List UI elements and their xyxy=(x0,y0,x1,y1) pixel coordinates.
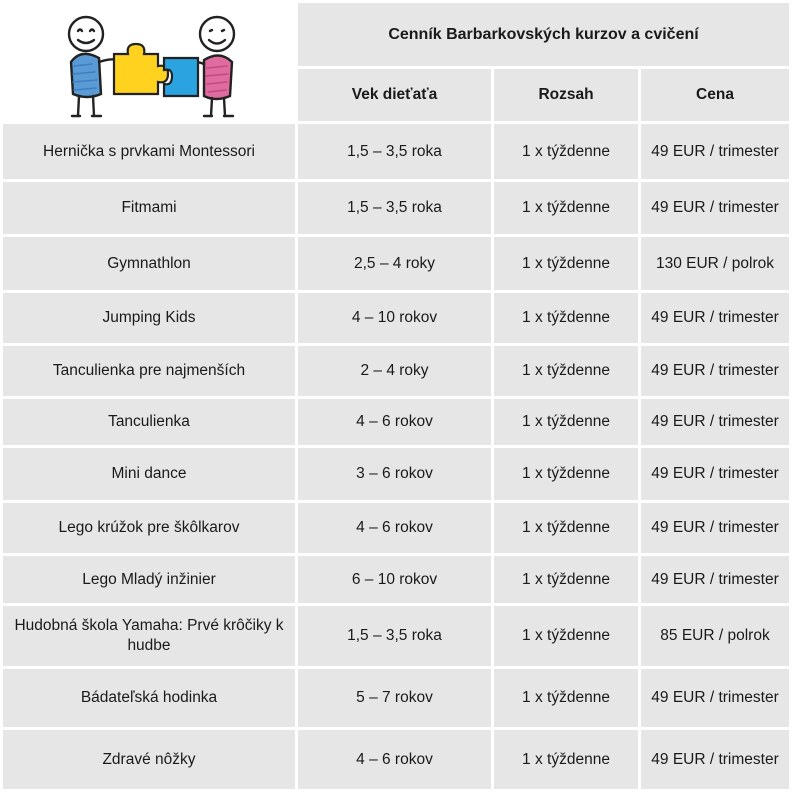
cell-price: 49 EUR / trimester xyxy=(641,399,789,445)
cell-activity: Lego Mladý inžinier xyxy=(3,556,295,603)
cell-frequency: 1 x týždenne xyxy=(494,503,638,553)
cell-price: 49 EUR / trimester xyxy=(641,346,789,396)
cell-activity: Hernička s prvkami Montessori xyxy=(3,124,295,179)
cell-age: 6 – 10 rokov xyxy=(298,556,491,603)
cell-age: 1,5 – 3,5 roka xyxy=(298,124,491,179)
cell-price: 85 EUR / polrok xyxy=(641,606,789,666)
cell-price: 49 EUR / trimester xyxy=(641,293,789,343)
cell-activity: Jumping Kids xyxy=(3,293,295,343)
cell-price: 49 EUR / trimester xyxy=(641,669,789,727)
cell-frequency: 1 x týždenne xyxy=(494,669,638,727)
cell-age: 3 – 6 rokov xyxy=(298,448,491,500)
table-row xyxy=(3,669,789,727)
cell-price: 49 EUR / trimester xyxy=(641,124,789,179)
table-row xyxy=(3,606,789,666)
cell-activity: Tanculienka xyxy=(3,399,295,445)
cell-frequency: 1 x týždenne xyxy=(494,124,638,179)
table-title: Cenník Barbarkovských kurzov a cvičení xyxy=(298,3,789,66)
cell-frequency: 1 x týždenne xyxy=(494,293,638,343)
cell-frequency: 1 x týždenne xyxy=(494,346,638,396)
cell-activity: Lego krúžok pre škôlkarov xyxy=(3,503,295,553)
cell-age: 2 – 4 roky xyxy=(298,346,491,396)
kids-puzzle-illustration xyxy=(4,4,296,122)
table-row xyxy=(3,448,789,500)
cell-age: 4 – 6 rokov xyxy=(298,503,491,553)
cell-frequency: 1 x týždenne xyxy=(494,448,638,500)
table-row xyxy=(3,730,789,789)
cell-activity: Tanculienka pre najmenších xyxy=(3,346,295,396)
cell-activity: Mini dance xyxy=(3,448,295,500)
cell-frequency: 1 x týždenne xyxy=(494,556,638,603)
cell-frequency: 1 x týždenne xyxy=(494,730,638,789)
cell-age: 1,5 – 3,5 roka xyxy=(298,606,491,666)
cell-price: 49 EUR / trimester xyxy=(641,503,789,553)
table-row xyxy=(3,399,789,445)
cell-frequency: 1 x týždenne xyxy=(494,399,638,445)
cell-activity: Zdravé nôžky xyxy=(3,730,295,789)
header-age: Vek dieťaťa xyxy=(298,69,491,121)
table-row xyxy=(3,346,789,396)
cell-price: 49 EUR / trimester xyxy=(641,556,789,603)
cell-age: 4 – 6 rokov xyxy=(298,730,491,789)
cell-age: 4 – 6 rokov xyxy=(298,399,491,445)
cell-activity: Gymnathlon xyxy=(3,237,295,290)
cell-activity: Hudobná škola Yamaha: Prvé krôčiky k hudbe xyxy=(3,606,295,666)
cell-price: 49 EUR / trimester xyxy=(641,730,789,789)
cell-age: 2,5 – 4 roky xyxy=(298,237,491,290)
table-row xyxy=(3,124,789,179)
cell-price: 49 EUR / trimester xyxy=(641,182,789,234)
table-row xyxy=(3,556,789,603)
header-frequency: Rozsah xyxy=(494,69,638,121)
table-row xyxy=(3,503,789,553)
cell-frequency: 1 x týždenne xyxy=(494,237,638,290)
cell-activity: Fitmami xyxy=(3,182,295,234)
kids-puzzle-icon xyxy=(4,4,296,122)
cell-price: 49 EUR / trimester xyxy=(641,448,789,500)
table-row xyxy=(3,293,789,343)
cell-age: 5 – 7 rokov xyxy=(298,669,491,727)
cell-age: 1,5 – 3,5 roka xyxy=(298,182,491,234)
table-row xyxy=(3,182,789,234)
cell-age: 4 – 10 rokov xyxy=(298,293,491,343)
table-row xyxy=(3,237,789,290)
cell-price: 130 EUR / polrok xyxy=(641,237,789,290)
cell-activity: Bádateľská hodinka xyxy=(3,669,295,727)
cell-frequency: 1 x týždenne xyxy=(494,182,638,234)
header-price: Cena xyxy=(641,69,789,121)
cell-frequency: 1 x týždenne xyxy=(494,606,638,666)
